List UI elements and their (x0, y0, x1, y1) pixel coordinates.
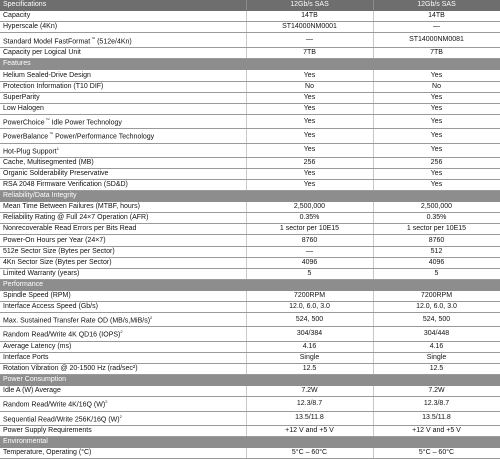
spec-label-text: Low Halogen (3, 104, 44, 112)
spec-value-model-1: 14TB (246, 11, 373, 22)
spec-value-model-2: 14TB (373, 11, 500, 22)
spec-label-text: PowerBalance (3, 133, 49, 141)
spec-label (0, 246, 246, 257)
section-title: Reliability/Data Integrity (0, 191, 500, 202)
table-row (0, 168, 500, 179)
spec-value-model-2: No (373, 81, 500, 92)
spec-label (0, 92, 246, 103)
header-specifications: Specifications (0, 0, 246, 11)
section-header-row (0, 59, 500, 70)
spec-value-model-1: Single (246, 352, 373, 363)
spec-label-suffix: (512e/4Kn) (95, 37, 132, 45)
footnote-marker: 2 (150, 315, 153, 321)
footnote-marker: 2 (119, 413, 122, 419)
table-row (0, 22, 500, 33)
spec-value-model-2: 0.35% (373, 213, 500, 224)
spec-value-model-2: Yes (373, 70, 500, 81)
spec-value-model-2: 12.0, 6.0, 3.0 (373, 302, 500, 313)
spec-label (0, 411, 246, 425)
spec-value-model-2: 7TB (373, 48, 500, 59)
spec-value-model-1: 1 sector per 10E15 (246, 224, 373, 235)
table-row (0, 397, 500, 411)
spec-label (0, 268, 246, 279)
spec-value-model-2: Yes (373, 180, 500, 191)
spec-value-model-1: 12.5 (246, 363, 373, 374)
spec-value-model-2: 13.5/11.8 (373, 411, 500, 425)
section-title: Performance (0, 279, 500, 290)
table-row (0, 33, 500, 48)
spec-value-model-1: 12.0, 6.0, 3.0 (246, 302, 373, 313)
spec-label (0, 386, 246, 397)
spec-value-model-2: 4096 (373, 257, 500, 268)
spec-label-text: Standard Model FastFormat (3, 37, 91, 45)
table-row (0, 290, 500, 301)
spec-label (0, 352, 246, 363)
spec-label-text: Protection Information (T10 DIF) (3, 82, 104, 90)
spec-value-model-1: Yes (246, 103, 373, 114)
spec-value-model-1: No (246, 81, 373, 92)
spec-label-text: 4Kn Sector Size (Bytes per Sector) (3, 258, 112, 266)
spec-label-text: RSA 2048 Firmware Verification (SD&D) (3, 181, 128, 189)
table-row (0, 257, 500, 268)
section-header-row (0, 375, 500, 386)
table-row (0, 180, 500, 191)
table-row (0, 352, 500, 363)
spec-label (0, 33, 246, 48)
spec-label-text: Power Supply Requirements (3, 426, 92, 434)
spec-label-text: Capacity (3, 12, 31, 20)
spec-label (0, 213, 246, 224)
spec-value-model-1: 5 (246, 268, 373, 279)
spec-label (0, 129, 246, 143)
spec-value-model-1: 7200RPM (246, 290, 373, 301)
spec-value-model-1: 304/384 (246, 327, 373, 341)
section-header-row (0, 437, 500, 448)
table-row (0, 103, 500, 114)
spec-label (0, 48, 246, 59)
table-row (0, 363, 500, 374)
table-row (0, 448, 500, 459)
table-row (0, 70, 500, 81)
spec-label (0, 70, 246, 81)
spec-label (0, 341, 246, 352)
spec-value-model-2: 524, 500 (373, 313, 500, 327)
spec-value-model-2: 512 (373, 246, 500, 257)
spec-label-text: SuperParity (3, 93, 40, 101)
spec-value-model-1: 13.5/11.8 (246, 411, 373, 425)
table-row (0, 143, 500, 157)
spec-label (0, 397, 246, 411)
spec-label (0, 302, 246, 313)
spec-label-text: Nonrecoverable Read Errors per Bits Read (3, 225, 137, 233)
spec-value-model-2: 8760 (373, 235, 500, 246)
spec-label (0, 290, 246, 301)
spec-value-model-1: ST14000NM0001 (246, 22, 373, 33)
footnote-marker: 1 (56, 145, 59, 151)
table-row (0, 425, 500, 436)
spec-label (0, 235, 246, 246)
spec-label-text: Mean Time Between Failures (MTBF, hours) (3, 203, 140, 211)
spec-value-model-1: — (246, 246, 373, 257)
spec-value-model-1: 12.3/8.7 (246, 397, 373, 411)
spec-value-model-1: Yes (246, 70, 373, 81)
spec-value-model-2: Yes (373, 114, 500, 128)
table-row (0, 11, 500, 22)
spec-label-text: Spindle Speed (RPM) (3, 292, 71, 299)
spec-value-model-2: 12.5 (373, 363, 500, 374)
spec-label (0, 313, 246, 327)
spec-value-model-2: Single (373, 352, 500, 363)
spec-label (0, 11, 246, 22)
table-row (0, 129, 500, 143)
table-row (0, 235, 500, 246)
section-title: Environmental (0, 437, 500, 448)
spec-value-model-1: 4096 (246, 257, 373, 268)
table-row (0, 157, 500, 168)
spec-label (0, 114, 246, 128)
spec-label-text: Temperature, Operating (°C) (3, 449, 92, 457)
table-row (0, 48, 500, 59)
spec-value-model-2: 7.2W (373, 386, 500, 397)
spec-value-model-2: Yes (373, 129, 500, 143)
spec-value-model-1: 7TB (246, 48, 373, 59)
header-model-column-2: 12Gb/s SAS (373, 0, 500, 11)
spec-value-model-2: 1 sector per 10E15 (373, 224, 500, 235)
spec-label-text: Rotation Vibration @ 20-1500 Hz (rad/sec²) (3, 365, 138, 373)
spec-value-model-1: 524, 500 (246, 313, 373, 327)
table-row (0, 81, 500, 92)
spec-label-text: Random Read/Write 4K QD16 (IOPS) (3, 331, 121, 339)
footnote-marker: 2 (105, 399, 108, 405)
spec-label-text: Capacity per Logical Unit (3, 49, 81, 57)
spec-label (0, 143, 246, 157)
table-row (0, 411, 500, 425)
spec-label-text: Organic Solderability Preservative (3, 169, 109, 177)
spec-label (0, 22, 246, 33)
spec-label (0, 425, 246, 436)
spec-value-model-1: 2,500,000 (246, 202, 373, 213)
spec-value-model-2: ST14000NM0081 (373, 33, 500, 48)
spec-value-model-1: Yes (246, 168, 373, 179)
spec-label (0, 202, 246, 213)
spec-value-model-1: Yes (246, 92, 373, 103)
footnote-marker: 2 (120, 329, 123, 335)
spec-value-model-2: Yes (373, 143, 500, 157)
spec-label-text: Interface Access Speed (Gb/s) (3, 303, 98, 311)
spec-label (0, 81, 246, 92)
spec-label-suffix: Power/Performance Technology (53, 133, 155, 141)
spec-label-text: PowerChoice (3, 119, 45, 127)
trademark-mark: ™ (91, 35, 96, 41)
table-row (0, 327, 500, 341)
spec-value-model-1: Yes (246, 129, 373, 143)
table-row (0, 313, 500, 327)
spec-label (0, 180, 246, 191)
table-row (0, 114, 500, 128)
spec-value-model-1: +12 V and +5 V (246, 425, 373, 436)
spec-value-model-1: 4.16 (246, 341, 373, 352)
spec-label-text: Sequential Read/Write 256K/16Q (W) (3, 415, 120, 423)
spec-label-text: 512e Sector Size (Bytes per Sector) (3, 247, 115, 255)
spec-value-model-1: 8760 (246, 235, 373, 246)
spec-value-model-2: 5°C – 60°C (373, 448, 500, 459)
spec-value-model-2: Yes (373, 92, 500, 103)
spec-label (0, 363, 246, 374)
spec-label (0, 257, 246, 268)
spec-label (0, 327, 246, 341)
spec-label-text: Helium Sealed-Drive Design (3, 71, 91, 79)
spec-label-suffix: Idle Power Technology (49, 119, 122, 127)
spec-value-model-2: 256 (373, 157, 500, 168)
spec-label-text: Hyperscale (4Kn) (3, 23, 58, 31)
spec-label-text: Hot-Plug Support (3, 147, 57, 155)
spec-label (0, 448, 246, 459)
spec-label-text: Idle A (W) Average (3, 387, 61, 395)
table-row (0, 341, 500, 352)
spec-label-text: Cache, Multisegmented (MB) (3, 158, 94, 166)
trademark-mark: ™ (49, 131, 54, 137)
table-row (0, 92, 500, 103)
section-header-row (0, 279, 500, 290)
spec-value-model-1: Yes (246, 143, 373, 157)
spec-value-model-1: 0.35% (246, 213, 373, 224)
spec-label-text: Reliability Rating @ Full 24×7 Operation (AFR) (3, 214, 149, 222)
section-title: Features (0, 59, 500, 70)
spec-value-model-1: 256 (246, 157, 373, 168)
spec-value-model-2: 2,500,000 (373, 202, 500, 213)
spec-value-model-2: +12 V and +5 V (373, 425, 500, 436)
spec-label-text: Interface Ports (3, 353, 49, 361)
spec-value-model-1: 7.2W (246, 386, 373, 397)
spec-value-model-2: 7200RPM (373, 290, 500, 301)
spec-label (0, 168, 246, 179)
table-row (0, 246, 500, 257)
spec-value-model-2: — (373, 22, 500, 33)
spec-label-text: Random Read/Write 4K/16Q (W) (3, 401, 106, 409)
spec-label (0, 157, 246, 168)
table-row (0, 202, 500, 213)
spec-value-model-1: Yes (246, 180, 373, 191)
table-row (0, 224, 500, 235)
spec-value-model-2: Yes (373, 168, 500, 179)
spec-value-model-1: Yes (246, 114, 373, 128)
spec-value-model-2: 5 (373, 268, 500, 279)
spec-label-text: Power-On Hours per Year (24×7) (3, 236, 106, 244)
spec-value-model-2: 304/448 (373, 327, 500, 341)
spec-value-model-2: Yes (373, 103, 500, 114)
spec-value-model-1: 5°C – 60°C (246, 448, 373, 459)
spec-label (0, 103, 246, 114)
table-row (0, 268, 500, 279)
section-header-row (0, 191, 500, 202)
spec-label-text: Average Latency (ms) (3, 342, 72, 350)
spec-value-model-2: 4.16 (373, 341, 500, 352)
spec-label (0, 224, 246, 235)
table-header-row (0, 0, 500, 11)
table-row (0, 386, 500, 397)
spec-label-text: Max. Sustained Transfer Rate OD (MB/s,MiB/s) (3, 317, 151, 325)
spec-label-text: Limited Warranty (years) (3, 269, 80, 277)
trademark-mark: ™ (45, 116, 50, 122)
header-model-column-1: 12Gb/s SAS (246, 0, 373, 11)
table-row (0, 302, 500, 313)
spec-value-model-2: 12.3/8.7 (373, 397, 500, 411)
section-title: Power Consumption (0, 375, 500, 386)
table-row (0, 213, 500, 224)
spec-value-model-1: — (246, 33, 373, 48)
